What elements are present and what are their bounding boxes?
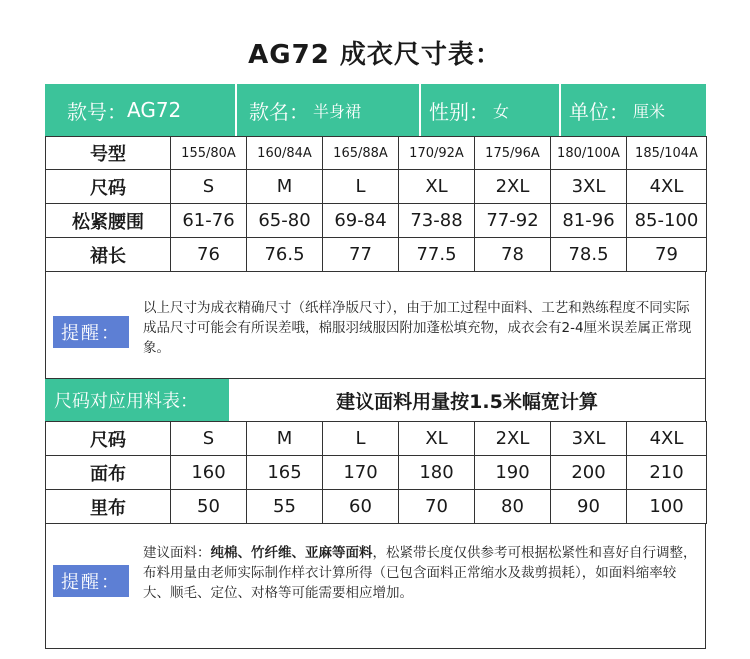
style-number-cell bbox=[45, 84, 235, 136]
table-row bbox=[46, 238, 707, 272]
table-cell: 76.5 bbox=[247, 238, 323, 272]
table-cell: 90 bbox=[551, 490, 627, 524]
style-name-cell bbox=[235, 84, 419, 136]
table-row bbox=[46, 204, 707, 238]
table-cell: 170 bbox=[323, 456, 399, 490]
style-name-value: 半身裙 bbox=[313, 101, 362, 121]
unit-cell bbox=[559, 84, 706, 136]
table-cell: 180/100A bbox=[551, 137, 627, 170]
row-label: 面布 bbox=[46, 456, 171, 490]
table-cell: XL bbox=[399, 422, 475, 456]
table-cell: M bbox=[247, 170, 323, 204]
row-label: 尺码 bbox=[46, 170, 171, 204]
table-cell: L bbox=[323, 170, 399, 204]
row-label: 松紧腰围 bbox=[46, 204, 171, 238]
table-cell: 100 bbox=[627, 490, 707, 524]
table-cell: 3XL bbox=[551, 170, 627, 204]
table-row bbox=[46, 490, 707, 524]
fabric-section-subheading: 建议面料用量按1.5米幅宽计算 bbox=[229, 379, 706, 421]
table-cell: 2XL bbox=[475, 422, 551, 456]
table-cell: 4XL bbox=[627, 422, 707, 456]
table-cell: 4XL bbox=[627, 170, 707, 204]
table-cell: 160 bbox=[171, 456, 247, 490]
table-cell: 77.5 bbox=[399, 238, 475, 272]
size-note-text: 以上尺寸为成衣精确尺寸（纸样净版尺寸），由于加工过程中面料、工艺和熟练程度不同实际成品尺寸可能会有所误差哦，棉服羽绒服因附加蓬松填充物，成衣会有2-4厘米误差属正常现象。 bbox=[143, 300, 692, 356]
fabric-note-prefix: 建议面料： bbox=[143, 545, 211, 561]
table-cell: 79 bbox=[627, 238, 707, 272]
table-cell: 78 bbox=[475, 238, 551, 272]
table-cell: L bbox=[323, 422, 399, 456]
fabric-section-heading: 尺码对应用料表： bbox=[45, 379, 229, 421]
fabric-note bbox=[45, 523, 706, 649]
table-row bbox=[46, 170, 707, 204]
row-label: 里布 bbox=[46, 490, 171, 524]
size-table bbox=[45, 136, 707, 272]
table-cell: S bbox=[171, 170, 247, 204]
table-cell: 160/84A bbox=[247, 137, 323, 170]
table-cell: 170/92A bbox=[399, 137, 475, 170]
row-label: 尺码 bbox=[46, 422, 171, 456]
table-cell: XL bbox=[399, 170, 475, 204]
table-cell: 70 bbox=[399, 490, 475, 524]
table-cell: 3XL bbox=[551, 422, 627, 456]
table-cell: 2XL bbox=[475, 170, 551, 204]
table-cell: 50 bbox=[171, 490, 247, 524]
style-number-value: AG72 bbox=[127, 98, 182, 122]
table-cell: 81-96 bbox=[551, 204, 627, 238]
unit-key: 单位： bbox=[569, 99, 629, 124]
table-cell: 190 bbox=[475, 456, 551, 490]
table-cell: 55 bbox=[247, 490, 323, 524]
page-title: AG72 成衣尺寸表： bbox=[248, 40, 502, 70]
table-cell: 76 bbox=[171, 238, 247, 272]
fabric-table bbox=[45, 421, 707, 524]
table-cell: 77 bbox=[323, 238, 399, 272]
table-cell: 175/96A bbox=[475, 137, 551, 170]
tip-badge: 提醒： bbox=[53, 316, 129, 348]
table-cell: 165/88A bbox=[323, 137, 399, 170]
table-cell: 80 bbox=[475, 490, 551, 524]
row-label: 裙长 bbox=[46, 238, 171, 272]
table-cell: M bbox=[247, 422, 323, 456]
style-number-key: 款号： bbox=[67, 99, 127, 124]
gender-value: 女 bbox=[493, 101, 510, 121]
table-cell: 180 bbox=[399, 456, 475, 490]
fabric-note-text bbox=[143, 543, 699, 603]
fabric-note-recommended: 纯棉、竹纤维、亚麻等面料 bbox=[210, 545, 373, 561]
table-cell: 185/104A bbox=[627, 137, 707, 170]
table-cell: 69-84 bbox=[323, 204, 399, 238]
table-cell: 61-76 bbox=[171, 204, 247, 238]
table-row bbox=[46, 456, 707, 490]
table-cell: 85-100 bbox=[627, 204, 707, 238]
tip-badge: 提醒： bbox=[53, 565, 129, 597]
gender-key: 性别： bbox=[429, 99, 489, 124]
table-cell: 60 bbox=[323, 490, 399, 524]
table-cell: 200 bbox=[551, 456, 627, 490]
table-cell: 210 bbox=[627, 456, 707, 490]
size-note bbox=[45, 271, 706, 379]
gender-cell bbox=[419, 84, 559, 136]
table-row bbox=[46, 422, 707, 456]
fabric-section-header bbox=[45, 379, 706, 421]
table-cell: 155/80A bbox=[171, 137, 247, 170]
fabric-note-rest: ，松紧带长度仅供参考可根据松紧性和喜好自行调整，布料用量由老师实际制作样衣计算所得（已包含面料正常缩水及裁剪损耗），如面料缩率较大、顺毛、定位、对格等可能需要相应增加。 bbox=[143, 545, 697, 601]
table-cell: 73-88 bbox=[399, 204, 475, 238]
table-row bbox=[46, 137, 707, 170]
table-cell: 165 bbox=[247, 456, 323, 490]
table-cell: 65-80 bbox=[247, 204, 323, 238]
table-cell: 77-92 bbox=[475, 204, 551, 238]
row-label: 号型 bbox=[46, 137, 171, 170]
table-cell: 78.5 bbox=[551, 238, 627, 272]
unit-value: 厘米 bbox=[633, 101, 666, 121]
spec-header-bar bbox=[45, 84, 706, 136]
table-cell: S bbox=[171, 422, 247, 456]
style-name-key: 款名： bbox=[249, 99, 309, 124]
